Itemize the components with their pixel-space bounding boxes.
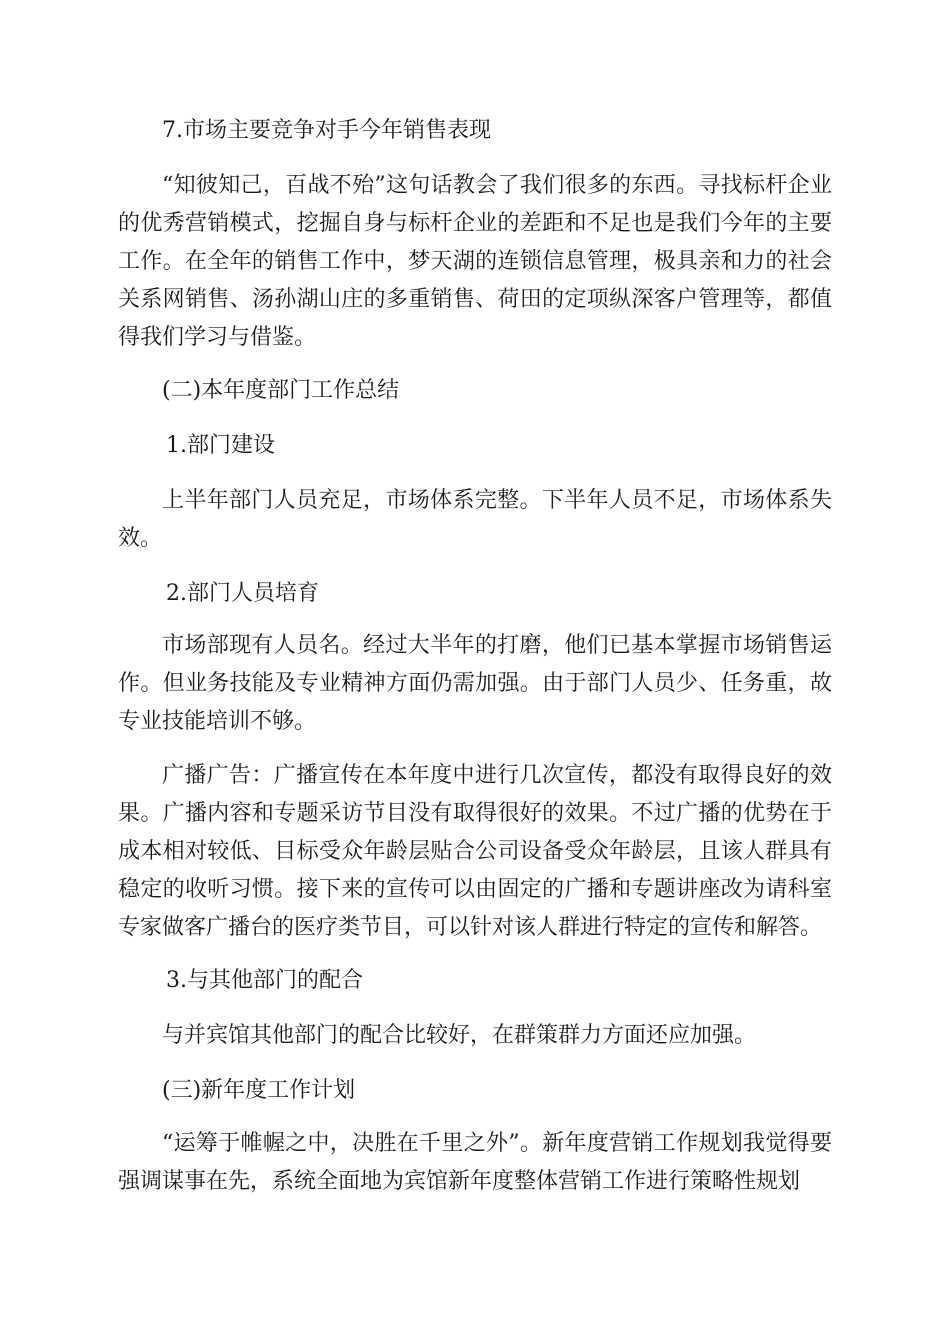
section-heading-competitors: 7.市场主要竞争对手今年销售表现 (162, 118, 491, 143)
paragraph-competitors: “知彼知己，百战不殆”这句话教会了我们很多的东西。寻找标杆企业的优秀营销模式，挖掘自身与标杆企业的差距和不足也是我们今年的主要工作。在全年的销售工作中，梦天湖的连锁信息管理，极具亲和力的社会关系网销售、汤孙湖山庄的多重销售、荷田的定项纵深客户管理等，都值得我们学习与借鉴。 (118, 173, 832, 350)
subheading-dept-building: 1.部门建设 (166, 433, 275, 458)
subheading-dept-cooperation: 3.与其他部门的配合 (166, 968, 363, 993)
paragraph-radio-ads: 广播广告：广播宣传在本年度中进行几次宣传，都没有取得良好的效果。广播内容和专题采访节目没有取得很好的效果。不过广播的优势在于成本相对较低、目标受众年龄层贴合公司设备受众年龄层，且该人群具有稳定的收听习惯。接下来的宣传可以由固定的广播和专题讲座改为请科室专家做客广播台的医疗类节目，可以针对该人群进行特定的宣传和解答。 (118, 763, 832, 940)
section-heading-new-year-plan: (三)新年度工作计划 (162, 1078, 356, 1103)
paragraph-dept-building: 上半年部门人员充足，市场体系完整。下半年人员不足，市场体系失效。 (118, 488, 832, 551)
paragraph-new-year-plan: “运筹于帷幄之中，决胜在千里之外”。新年度营销工作规划我觉得要强调谋事在先，系统全面地为宾馆新年度整体营销工作进行策略性规划 (118, 1131, 832, 1194)
paragraph-dept-cooperation: 与并宾馆其他部门的配合比较好，在群策群力方面还应加强。 (162, 1023, 757, 1048)
subheading-staff-training: 2.部门人员培育 (166, 581, 319, 606)
paragraph-staff-training: 市场部现有人员名。经过大半年的打磨，他们已基本掌握市场销售运作。但业务技能及专业精神方面仍需加强。由于部门人员少、任务重，故专业技能培训不够。 (118, 633, 832, 734)
section-heading-dept-summary: (二)本年度部门工作总结 (162, 378, 400, 403)
